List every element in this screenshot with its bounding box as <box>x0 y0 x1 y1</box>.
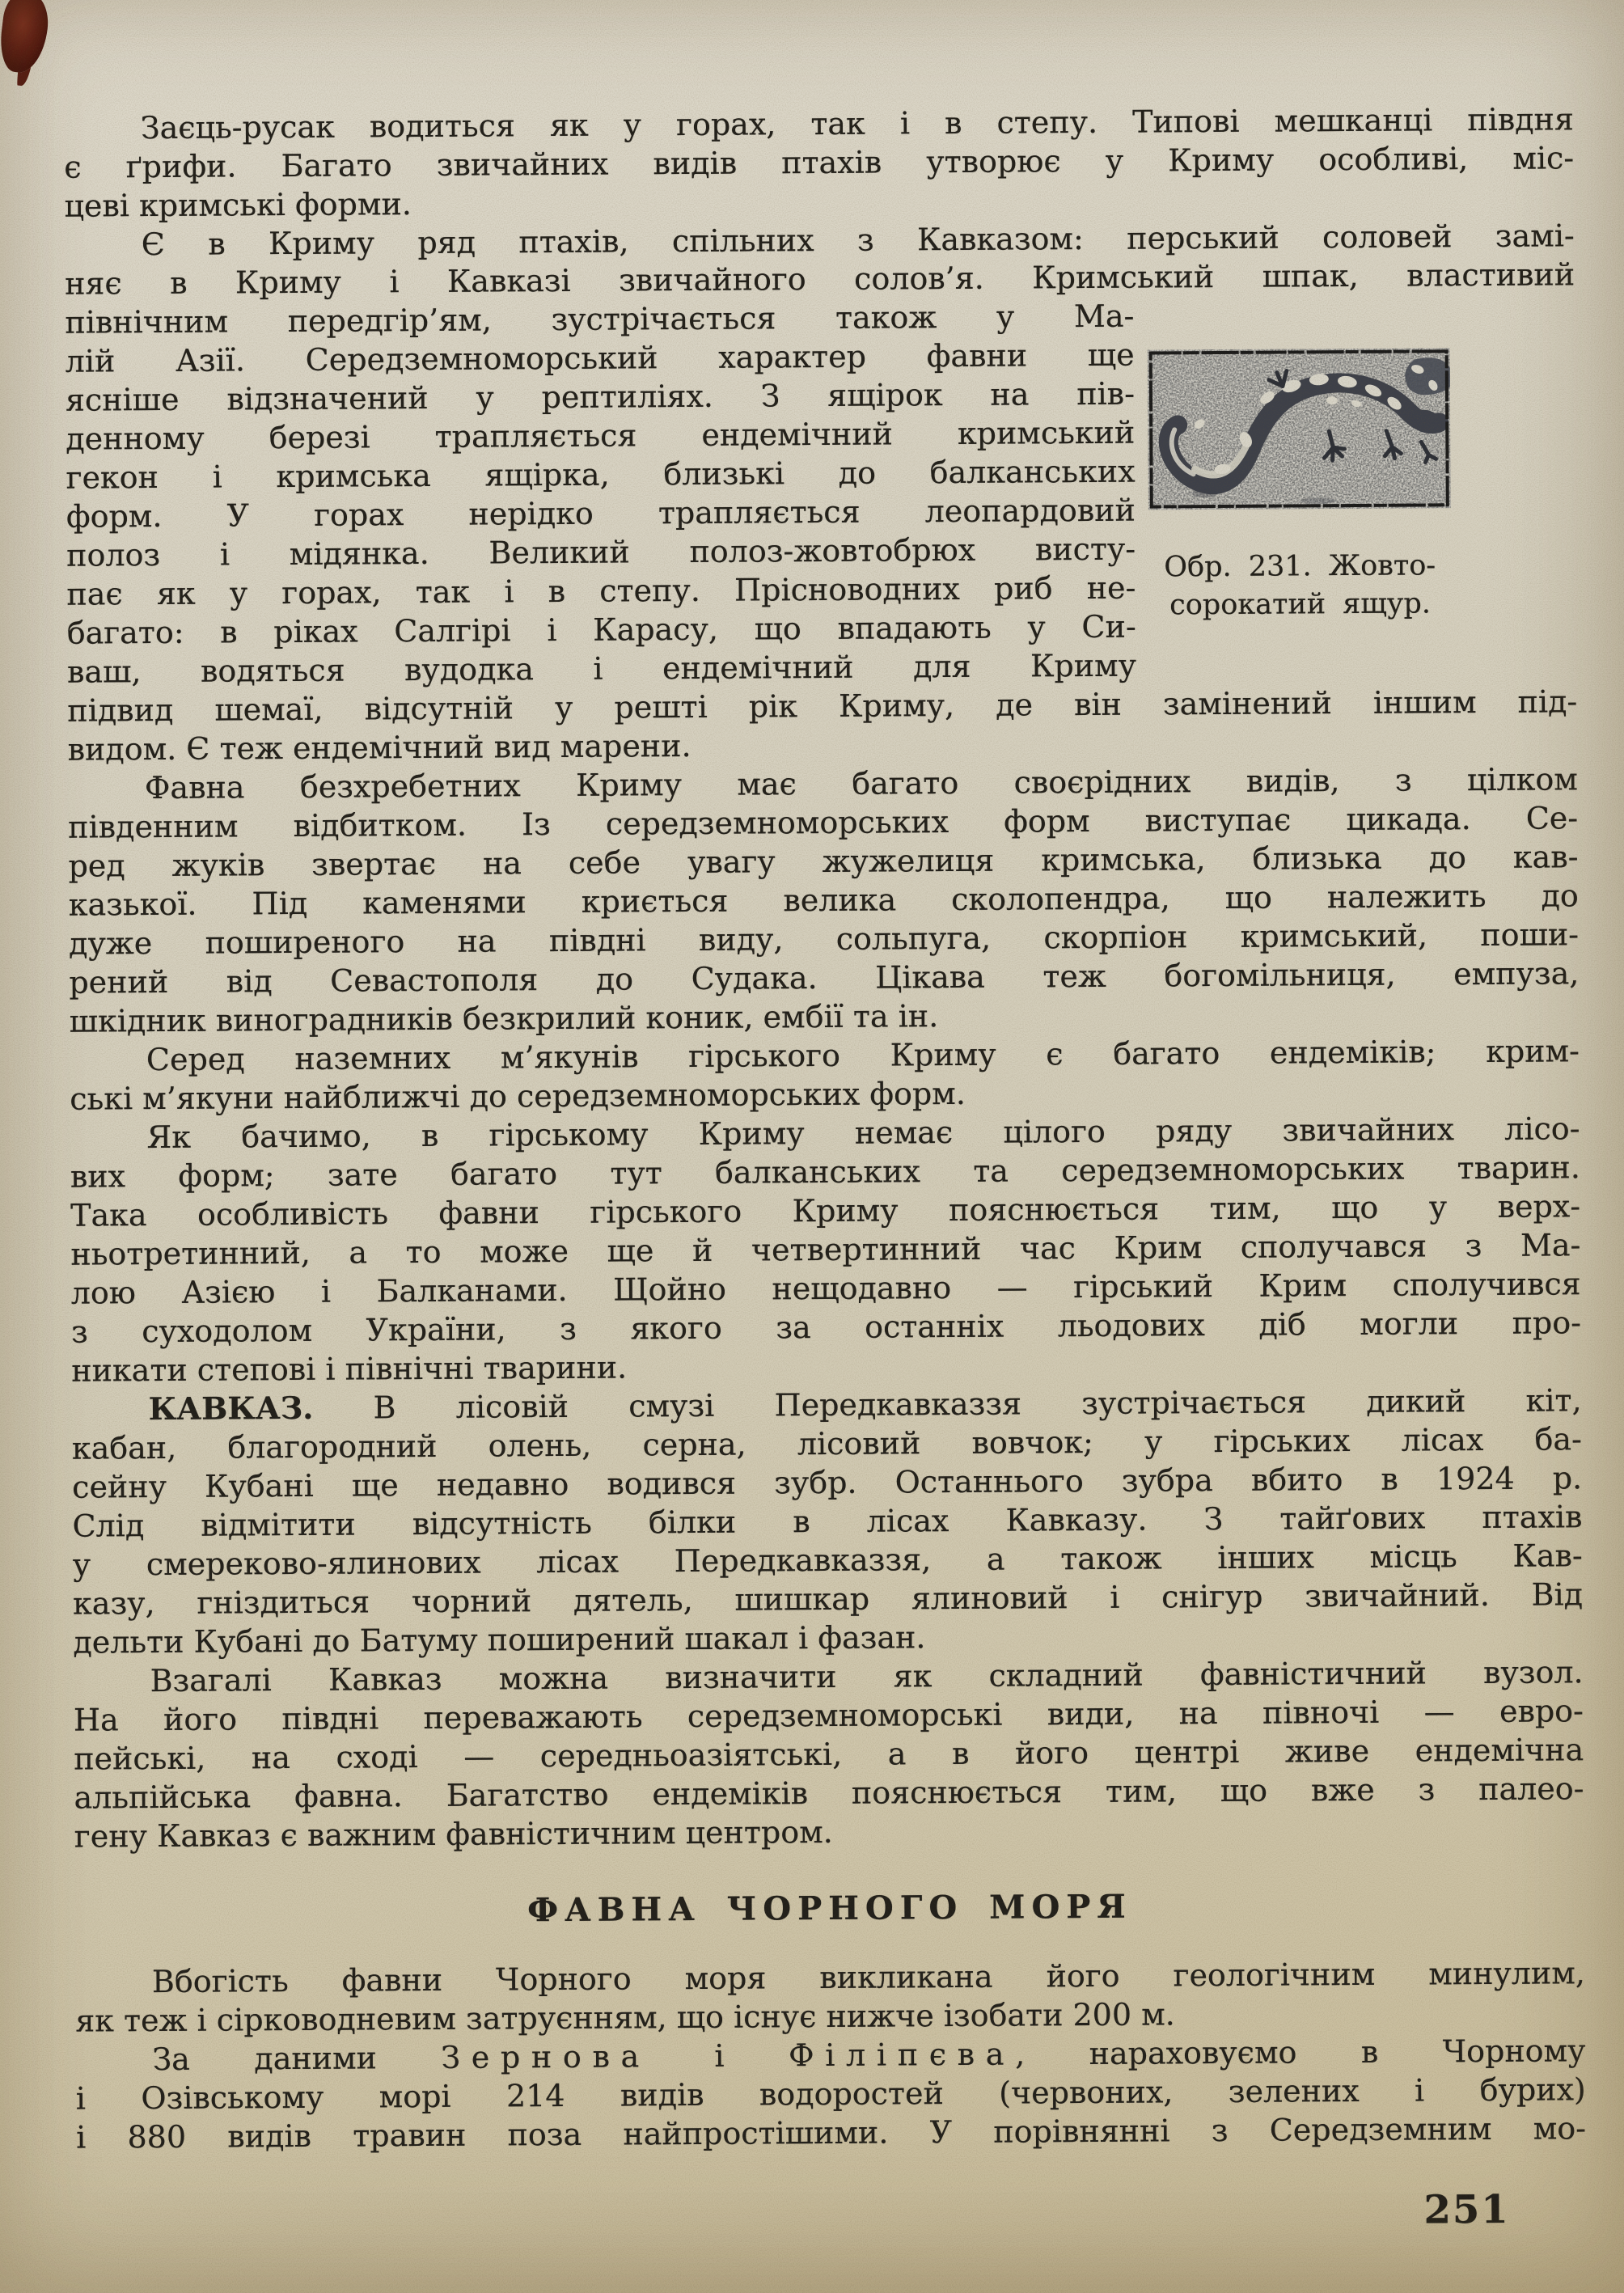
ink-blot-mark <box>0 0 52 75</box>
text-line: денному березі трапляється ендемічний кримський <box>66 414 1136 457</box>
figure-caption-line2: сорокатий ящур. <box>1169 587 1432 622</box>
text-line: Взагалі Кавказ можна визначити як складний фавністичний вузол. <box>150 1654 1584 1699</box>
text-line: никати степові і північні тварини. <box>71 1349 628 1389</box>
text-line: підвид шемаї, відсутній у решті рік Криму, де він замінений іншим під- <box>67 683 1578 729</box>
figure-salamander <box>1148 348 1451 510</box>
text-line: у смереково-ялинових лісах Передкавказзя, а також інших місць Кав- <box>72 1538 1583 1583</box>
text-line: Як бачимо, в гірському Криму немає цілого ряду звичайних лісо- <box>146 1111 1580 1156</box>
text-line: ясніше відзначений у рептиліях. З ящірок на пів- <box>65 375 1136 418</box>
text-line: ваш, водяться вудодка і ендемічний для Криму <box>66 647 1137 690</box>
text-line: як теж і сірководневим затруєнням, що існує нижче ізобати 200 м. <box>75 1996 1175 2039</box>
text-line: кабан, благородний олень, серна, лісовий вовчок; у гірських лісах ба- <box>71 1421 1583 1466</box>
salamander-halftone-image <box>1148 348 1451 510</box>
text-line: казу, гніздиться чорний дятель, шишкар ялиновий і снігур звичайний. Від <box>72 1576 1584 1622</box>
text-line: рений від Севастополя до Судака. Цікава теж богомільниця, емпуза, <box>69 955 1580 1001</box>
text-line: сейну Кубані ще недавно водився зубр. Останнього зубра вбито в 1924 р. <box>72 1460 1583 1505</box>
text-line: форм. У горах нерідко трапляється леопардовий <box>66 492 1136 535</box>
text-line: Вбогість фавни Чорного моря викликана його геологічним минулим, <box>151 1955 1586 2000</box>
text-line: і 880 видів травин поза найпростішими. У порівнянні з Середземним мо- <box>75 2110 1587 2156</box>
page-number: 251 <box>1423 2186 1510 2233</box>
text-line: Така особливість фавни гірського Криму пояснюється тим, що у верх- <box>70 1188 1581 1233</box>
text-line: з суходолом України, з якого за останніх льодових діб могли про- <box>70 1305 1582 1350</box>
text-line: Серед наземних м’якунів гірського Криму є багато ендеміків; крим- <box>146 1033 1580 1078</box>
text-line: За даними Зернова і Філіпєва, нараховуємо в Чорному <box>152 2033 1586 2078</box>
text-line: північним передгір’ям, зустрічається також у Ма- <box>65 298 1135 341</box>
text-line: південним відбитком. Із середземноморських форм виступає цикада. Се- <box>68 800 1579 845</box>
text-line: дуже поширеного на півдні виду, сольпуга, скорпіон кримський, поши- <box>68 916 1580 962</box>
text-line: На його півдні переважають середземноморські види, на півночі — евро- <box>73 1693 1584 1738</box>
text-line: лою Азією і Балканами. Щойно нещодавно — гірський Крим сполучився <box>70 1266 1581 1311</box>
text-line: шкідник виноградників безкрилий коник, ембії та ін. <box>69 998 939 1039</box>
text-line: і Озівському морі 214 видів водоростей (червоних, зелених і бурих) <box>75 2071 1586 2117</box>
text-line: пейські, на сході — середньоазіятські, а в його центрі живе ендемічна <box>74 1732 1584 1777</box>
text-line: няє в Криму і Кавказі звичайного солов’я. Кримський шпак, властивий <box>64 256 1575 302</box>
text-line: гену Кавказ є важним фавністичним центром. <box>74 1813 833 1855</box>
text-line: Слід відмітити відсутність білки в лісах Кавказу. З тайґових птахів <box>72 1499 1583 1544</box>
text-line: вих форм; зате багато тут балканських та середземноморських тварин. <box>70 1149 1580 1195</box>
text-line: гекон і кримська ящірка, близькі до балканських <box>66 453 1136 496</box>
figure-caption <box>1114 547 1487 625</box>
text-line: є ґрифи. Багато звичайних видів птахів утворює у Криму особливі, міс- <box>64 140 1575 185</box>
figure-caption-line1: Обр. 231. Жовто- <box>1164 549 1436 584</box>
text-line: полоз і мідянка. Великий полоз-жовтобрюх висту- <box>66 531 1136 573</box>
text-line: багато: в ріках Салгірі і Карасу, що впадають у Си- <box>66 608 1136 651</box>
text-line: Заєць-русак водиться як у горах, так і в степу. Типові мешканці півдня <box>140 101 1575 146</box>
section-heading: ФАВНА ЧОРНОГО МОРЯ <box>527 1887 1132 1930</box>
text-line: цеві кримські форми. <box>64 186 412 224</box>
text-line: ські м’якуни найближчі до середземноморських форм. <box>70 1075 966 1117</box>
text-line: Фавна безхребетних Криму має багато своєрідних видів, з цілком <box>144 761 1579 806</box>
text-line: видом. Є теж ендемічний вид марени. <box>67 727 691 768</box>
page-content <box>64 99 1587 2276</box>
text-line: казької. Під каменями криється велика сколопендра, що належить до <box>68 878 1579 923</box>
text-line: пає як у горах, так і в степу. Прісноводних риб не- <box>66 569 1136 612</box>
text-line: ред жуків звертає на себе увагу жужелиця кримська, близька до кав- <box>68 839 1579 884</box>
text-line: ньотретинний, а то може ще й четвертинний час Крим сполучався з Ма- <box>70 1227 1581 1272</box>
text-line: Є в Криму ряд птахів, спільних з Кавказом: перський соловей замі- <box>141 218 1575 263</box>
text-line: лій Азії. Середземноморський характер фавни ще <box>65 336 1135 379</box>
text-line: дельти Кубані до Батуму поширений шакал і фазан. <box>73 1619 926 1661</box>
text-line: альпійська фавна. Багатство ендеміків пояснюється тим, що вже з палео- <box>74 1771 1584 1816</box>
text-flow-bottom <box>75 1953 1586 2156</box>
text-line: КАВКАЗ. В лісовій смузі Передкавказзя зустрічається дикий кіт, <box>148 1382 1582 1428</box>
